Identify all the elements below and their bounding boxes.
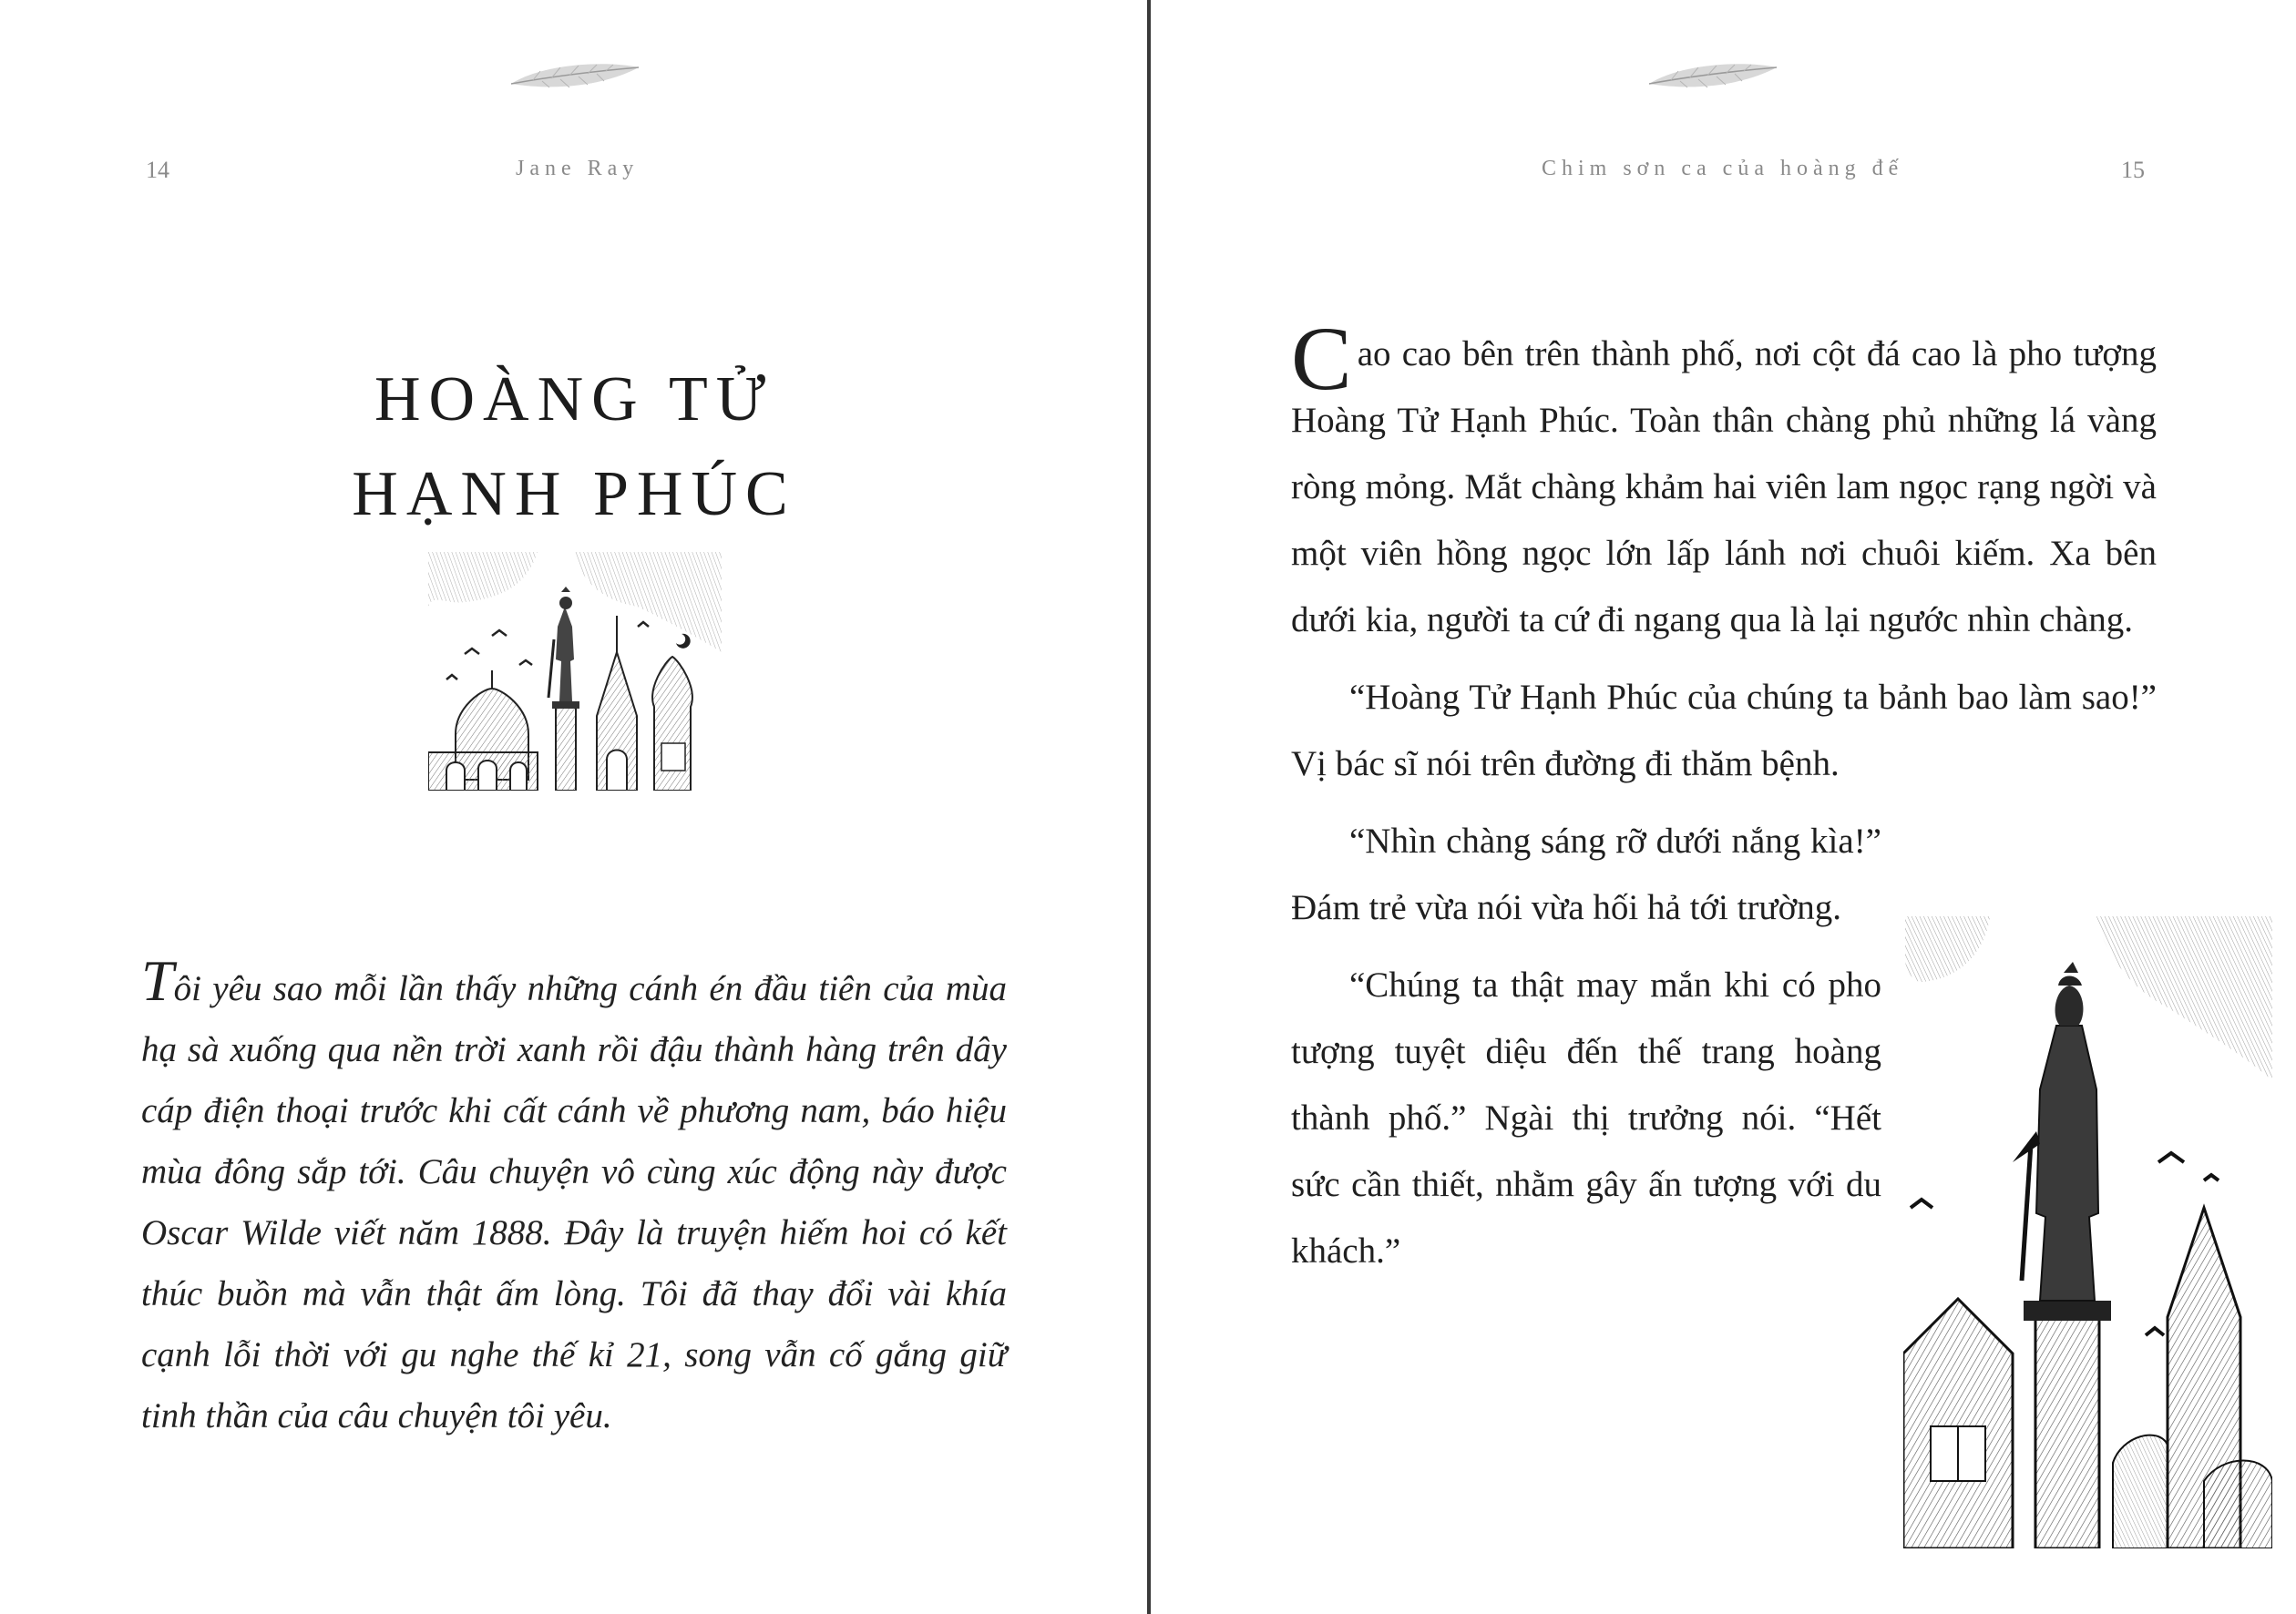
page-gutter: [1147, 0, 1151, 1614]
chapter-title: [0, 352, 1148, 542]
right-page: [1152, 0, 2296, 1614]
page-number-right: 15: [2121, 157, 2145, 183]
intro-text: ôi yêu sao mỗi lần thấy những cánh én đầu tiên của mùa hạ sà xuống qua nền trời xanh rồi đậu thành hàng trên dây cáp điện thoại trước khi cất cánh về phương nam, báo hiệu mùa đông sắp tới. Câu chuyện vô cùng xúc động này được Oscar Wilde viết năm 1888. Đây là truyện hiếm hoi có kết thúc buồn mà vẫn thật ấm lòng. Tôi đã thay đổi vài khía cạnh lỗi thời với gu nghe thế kỉ 21, song vẫn cố gắng giữ tinh thần của câu chuyện tôi yêu.: [141, 969, 1007, 1435]
feather-ornament-icon: [506, 56, 642, 98]
intro-dropcap: T: [141, 948, 174, 1013]
running-head-left: Jane Ray: [516, 157, 640, 180]
chapter-title-line-1: HOÀNG TỬ: [374, 363, 774, 434]
story-paragraph-4: “Chúng ta thật may mắn khi có pho tượng tuyệt diệu đến thế trang hoàng thành phố.” Ngài thị trưởng nói. “Hết sức cần thiết, nhằm gây ấn tượng với du khách.”: [1291, 965, 1881, 1271]
intro-paragraph: [141, 948, 1007, 1446]
story-paragraph-2: “Hoàng Tử Hạnh Phúc của chúng ta bảnh bao làm sao!” Vị bác sĩ nói trên đường đi thăm bệnh.: [1291, 678, 2157, 783]
feather-ornament-icon: [1644, 56, 1780, 98]
story-paragraph-3: “Nhìn chàng sáng rỡ dưới nắng kìa!” Đám trẻ vừa nói vừa hối hả tới trường.: [1291, 822, 1881, 927]
city-statue-illustration: [428, 552, 722, 791]
story-paragraph-1: [1291, 308, 2157, 653]
story-dropcap: C: [1291, 308, 1352, 409]
story-paragraph-1-text: ao cao bên trên thành phố, nơi cột đá cao là pho tượng Hoàng Tử Hạnh Phúc. Toàn thân chàng phủ những lá vàng ròng mỏng. Mắt chàng khảm hai viên lam ngọc rạng ngời và một viên hồng ngọc lớn lấp lánh nơi chuôi kiếm. Xa bên dưới kia, người ta cứ đi ngang qua là lại ngước nhìn chàng.: [1291, 334, 2157, 639]
running-head-right: Chim sơn ca của hoàng đế: [1542, 157, 1904, 180]
page-number-left: 14: [146, 157, 169, 183]
prince-statue-illustration: [1903, 916, 2272, 1548]
chapter-title-line-2: HẠNH PHÚC: [352, 458, 796, 529]
